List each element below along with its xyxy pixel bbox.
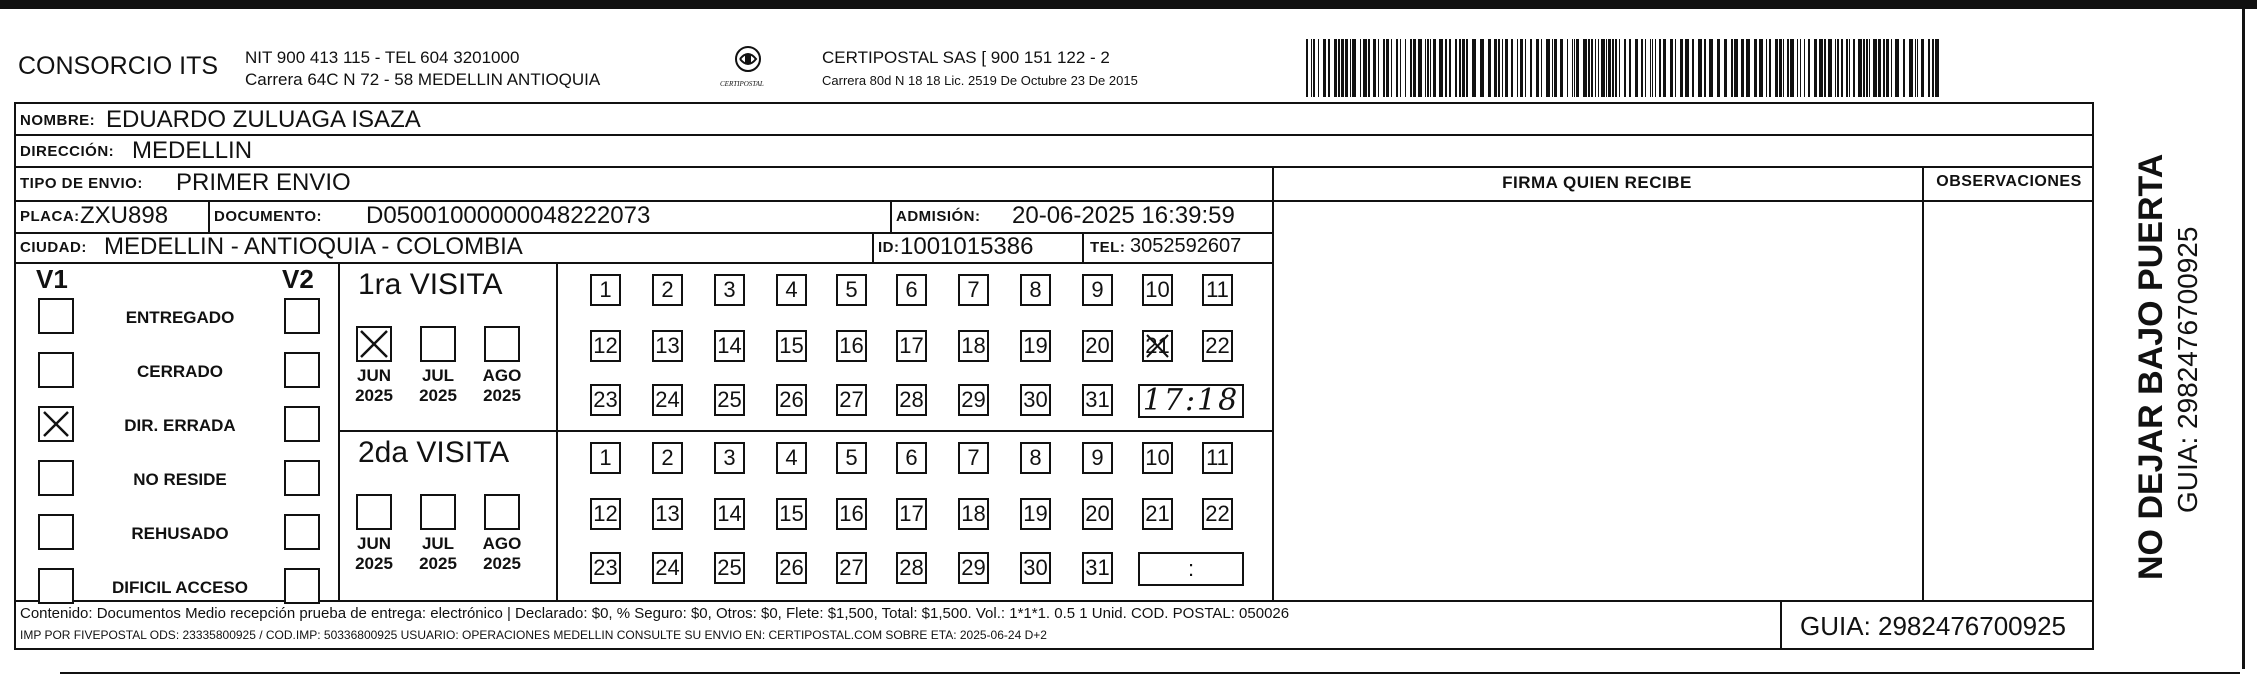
status-label: DIFICIL ACCESO [111,578,248,597]
month-label: AGO [482,534,522,553]
barcode-bar [1511,39,1513,97]
day-box[interactable]: 26 [776,384,807,416]
day-box[interactable]: 9 [1082,274,1113,306]
obs-label: OBSERVACIONES [1936,173,2082,190]
barcode-bar [1921,39,1924,97]
month-checkbox[interactable] [484,494,520,530]
day-box[interactable]: 12 [590,498,621,530]
visit-title: 1ra VISITA [358,268,503,301]
obs-area[interactable] [1926,204,2092,598]
barcode-bar [1886,39,1889,97]
barcode-bar [1368,39,1370,97]
row-divider-2 [14,166,2094,168]
day-box[interactable]: 11 [1202,274,1233,306]
day-box[interactable]: 20 [1082,498,1113,530]
barcode-bar [1323,39,1326,97]
barcode-bar [1692,39,1694,97]
day-box[interactable]: 15 [776,498,807,530]
certipostal-sub: Carrera 80d N 18 18 Lic. 2519 De Octubre 23 De 2015 [822,73,1138,88]
day-box[interactable]: 11 [1202,442,1233,474]
barcode-bar [1427,39,1429,97]
barcode-bar [1775,39,1778,97]
barcode-bar [1606,39,1607,97]
month-checkbox[interactable] [356,494,392,530]
barcode-bar [1895,39,1899,97]
status-v1-checkbox[interactable] [38,460,74,496]
year-label: 2025 [355,386,393,405]
barcode-bar [1685,39,1689,97]
time-box[interactable]: : [1138,552,1244,586]
barcode-bar [1828,39,1832,97]
barcode-bar [1698,39,1702,97]
day-box[interactable]: 10 [1142,274,1173,306]
year-label: 2025 [355,554,393,573]
barcode-bar [1400,39,1401,97]
barcode-bar [1754,39,1757,97]
year-label: 2025 [483,386,521,405]
day-box[interactable]: 13 [652,498,683,530]
id-divider [872,232,874,262]
day-box[interactable]: 12 [590,330,621,362]
barcode-bar [1853,39,1855,97]
barcode-bar [1391,39,1392,97]
id-value: 1001015386 [900,233,1034,260]
barcode-bar [1338,39,1340,97]
barcode-bar [1383,39,1385,97]
day-box[interactable]: 21 [1142,498,1173,530]
status-v1-checkbox[interactable] [38,406,74,442]
barcode-bar [1659,39,1661,97]
checked-x-icon [358,328,390,360]
footer-divider [14,600,2094,602]
barcode-bar [1360,39,1361,97]
month-checkbox[interactable] [356,326,392,362]
day-box[interactable]: 25 [714,552,745,584]
barcode-bar [1928,39,1930,97]
barcode-bar [1494,39,1497,97]
day-box[interactable]: 13 [652,330,683,362]
barcode-bar [1935,39,1939,97]
barcode-bar [1591,39,1593,97]
year-label: 2025 [483,554,521,573]
barcode-bar [1449,39,1451,97]
row-divider-5 [14,262,1274,264]
barcode-bar [1572,39,1573,97]
day-box[interactable] [1142,330,1173,362]
day-box[interactable]: 19 [1020,498,1051,530]
barcode-bar [1769,39,1771,97]
barcode-bar [1425,39,1426,97]
barcode-bar [1615,39,1617,97]
day-box[interactable]: 8 [1020,442,1051,474]
status-v1-checkbox[interactable] [38,568,74,604]
day-box[interactable]: 31 [1082,384,1113,416]
barcode-bar [1883,39,1885,97]
barcode-bar [1525,39,1526,97]
barcode-bar [1466,39,1468,97]
status-label: NO RESIDE [133,470,227,489]
barcode-bar [1418,39,1422,97]
tel-divider [1082,232,1084,262]
barcode-bar [1675,39,1676,97]
tel-value: 3052592607 [1130,235,1242,257]
day-box[interactable]: 28 [896,384,927,416]
time-box[interactable]: 17:18 [1138,384,1244,418]
side-guia: GUIA: 2982476700925 [2172,226,2203,513]
barcode-bar [1858,39,1862,97]
panel-header-line [1272,200,2094,202]
day-box[interactable]: 19 [1020,330,1051,362]
month-checkbox[interactable] [484,326,520,362]
admision-label: ADMISIÓN: [896,208,981,225]
barcode-bar [1306,39,1308,97]
barcode-bar [1608,39,1611,97]
barcode-bar [1790,39,1794,97]
footer-guia-divider [1780,600,1782,650]
day-box[interactable]: 23 [590,384,621,416]
placa-value: ZXU898 [80,202,169,229]
checked-x-icon [40,408,72,440]
barcode-bar [1583,39,1587,97]
day-box[interactable]: 1 [590,442,621,474]
barcode-bar [1624,39,1626,97]
barcode-bar [1808,39,1810,97]
day-box[interactable]: 25 [714,384,745,416]
status-v1-checkbox[interactable] [38,298,74,334]
barcode-bar [1932,39,1934,97]
status-v2-checkbox[interactable] [284,568,320,604]
barcode-bar [1410,39,1412,97]
direccion-value: MEDELLIN [132,137,253,164]
barcode-bar [1433,39,1436,97]
barcode-bar [1641,39,1643,97]
day-box[interactable]: 28 [896,552,927,584]
barcode-bar [1663,39,1666,97]
barcode-bar [1445,39,1447,97]
barcode-bar [1576,39,1579,97]
barcode-bar [1724,39,1727,97]
day-box[interactable]: 29 [958,384,989,416]
day-box[interactable]: 30 [1020,384,1051,416]
nombre-label: NOMBRE: [20,112,96,129]
day-box[interactable]: 26 [776,552,807,584]
barcode-bar [1841,39,1843,97]
barcode-bar [1386,39,1389,97]
barcode-bar [1878,39,1881,97]
day-box[interactable]: 5 [836,442,867,474]
barcode-bar [1328,39,1330,97]
day-number: 21 [1145,333,1170,358]
day-box[interactable]: 29 [958,552,989,584]
day-box[interactable]: 18 [958,498,989,530]
barcode-bar [1517,39,1518,97]
day-box[interactable]: 27 [836,384,867,416]
documento-label: DOCUMENTO: [214,208,323,225]
admision-value: 20-06-2025 16:39:59 [1012,202,1235,229]
visit-divider [338,430,1274,432]
barcode-bar [1655,39,1656,97]
barcode-bar [1814,39,1817,97]
barcode-bar [1915,39,1916,97]
obs-divider [1922,166,1924,600]
day-box[interactable]: 14 [714,498,745,530]
barcode-bar [1472,39,1476,97]
barcode-bar [1334,39,1337,97]
barcode-bar [1459,39,1461,97]
barcode-bar [1502,39,1503,97]
status-v2-checkbox[interactable] [284,352,320,388]
ciudad-value: MEDELLIN - ANTIOQUIA - COLOMBIA [104,233,523,260]
firma-area[interactable] [1276,204,1920,598]
barcode-bar [1350,39,1351,97]
barcode-bar [1598,39,1599,97]
top-border [0,0,2257,9]
day-box[interactable]: 31 [1082,552,1113,584]
month-label: JUL [421,366,455,385]
status-label: REHUSADO [131,524,229,543]
month-checkbox[interactable] [420,326,456,362]
barcode-bar [1783,39,1784,97]
barcode-bar [1552,39,1553,97]
v1-label: V1 [36,264,68,294]
barcode-bar [1520,39,1523,97]
day-box[interactable]: 10 [1142,442,1173,474]
status-v1-checkbox[interactable] [38,514,74,550]
barcode-bar [1505,39,1508,97]
placa-label: PLACA: [20,208,80,225]
day-box[interactable]: 4 [776,442,807,474]
day-box[interactable]: 24 [652,384,683,416]
documento-value: D05001000000048222073 [366,202,651,229]
status-label: ENTREGADO [125,308,235,327]
barcode-bar [1430,39,1431,97]
day-box[interactable]: 8 [1020,274,1051,306]
barcode-bar [1891,39,1892,97]
bottom-rule [60,672,2240,674]
month-label: JUN [356,534,391,553]
barcode-bar [1863,39,1865,97]
barcode-bar [1413,39,1416,97]
firma-label: FIRMA QUIEN RECIBE [1502,173,1692,192]
panel-divider [1272,166,1274,600]
barcode-bar [1318,39,1319,97]
status-v2-checkbox[interactable] [284,298,320,334]
barcode-bar [1779,39,1782,97]
barcode-bar [1574,39,1575,97]
certipostal-line: CERTIPOSTAL SAS [ 900 151 122 - 2 [822,48,1110,67]
company-name: CONSORCIO ITS [18,52,219,80]
day-box[interactable]: 5 [836,274,867,306]
barcode-bar [1741,39,1744,97]
month-label: JUN [356,366,391,385]
placa-divider [208,200,210,232]
barcode-bar [1313,39,1315,97]
status-label: CERRADO [137,362,223,381]
barcode-bar [1612,39,1614,97]
tel-label: TEL: [1090,239,1126,256]
barcode-bar [1498,39,1500,97]
barcode-bar [1873,39,1877,97]
barcode-bar [1530,39,1532,97]
barcode-bar [1670,39,1673,97]
barcode-bar [1541,39,1542,97]
barcode-bar [1439,39,1443,97]
barcode-bar [1488,39,1491,97]
barcode-bar [1797,39,1798,97]
day-box[interactable]: 6 [896,274,927,306]
month-label: AGO [482,366,522,385]
barcode-bar [1717,39,1720,97]
barcode-bar [1536,39,1539,97]
barcode-bar [1363,39,1367,97]
id-label: ID: [878,239,900,256]
barcode-bar [1787,39,1789,97]
status-label: DIR. ERRADA [124,416,236,435]
barcode-bar [1378,39,1379,97]
day-box[interactable]: 1 [590,274,621,306]
barcode-bar [1629,39,1631,97]
barcode-bar [1554,39,1557,97]
barcode-bar [1595,39,1596,97]
day-box[interactable]: 4 [776,274,807,306]
barcode-bar [1373,39,1376,97]
day-box[interactable]: 9 [1082,442,1113,474]
footer-line1: Contenido: Documentos Medio recepción prueba de entrega: electrónico | Declarado: $0, % Seguro: $0, Otros: $0, Flete: $1,500, Total: $1,500. Vol.: 1*1*1. 0.5 1 Unid. COD. POSTAL: 050026 [20,605,1290,622]
nombre-value: EDUARDO ZULUAGA ISAZA [106,106,421,133]
day-box[interactable]: 20 [1082,330,1113,362]
day-box[interactable]: 3 [714,274,745,306]
footer-line2: IMP POR FIVEPOSTAL ODS: 23335800925 / COD.IMP: 50336800925 USUARIO: OPERACIONES MEDELLIN CONSULTE SU ENVIO EN: CERTIPOSTAL.COM SOBRE ETA: 2025-06-24 D+2 [20,628,1047,642]
barcode-bar [1567,39,1568,97]
day-box[interactable]: 16 [836,330,867,362]
barcode-graphic [1306,39,1946,97]
address-line: Carrera 64C N 72 - 58 MEDELLIN ANTIOQUIA [245,70,601,89]
barcode-bar [1601,39,1605,97]
barcode-bar [1800,39,1801,97]
day-box[interactable]: 23 [590,552,621,584]
barcode-bar [1766,39,1767,97]
day-box[interactable]: 27 [836,552,867,584]
v2-label: V2 [282,264,314,294]
barcode-bar [1866,39,1868,97]
barcode [1306,39,1946,97]
barcode-bar [1734,39,1738,97]
barcode-bar [1341,39,1344,97]
day-box[interactable]: 30 [1020,552,1051,584]
barcode-bar [1746,39,1750,97]
right-edge [2242,9,2245,669]
barcode-bar [1837,39,1839,97]
day-box[interactable]: 2 [652,274,683,306]
barcode-bar [1546,39,1550,97]
day-box[interactable]: 15 [776,330,807,362]
admision-divider [890,200,892,232]
barcode-bar [1709,39,1713,97]
barcode-bar [1396,39,1398,97]
barcode-bar [1345,39,1348,97]
day-box[interactable]: 16 [836,498,867,530]
barcode-bar [1849,39,1850,97]
barcode-bar [1635,39,1638,97]
month-checkbox[interactable] [420,494,456,530]
row-divider-1 [14,134,2094,136]
barcode-bar [1903,39,1905,97]
footer-guia: GUIA: 2982476700925 [1800,611,2066,641]
day-box[interactable]: 17 [896,498,927,530]
barcode-bar [1759,39,1763,97]
status-v2-checkbox[interactable] [284,514,320,550]
day-box[interactable]: 24 [652,552,683,584]
day-box[interactable]: 17 [896,330,927,362]
month-label: JUL [421,534,455,553]
day-box[interactable]: 7 [958,274,989,306]
barcode-bar [1704,39,1706,97]
barcode-bar [1804,39,1805,97]
logo-caption: CERTIPOSTAL [720,80,764,88]
barcode-bar [1846,39,1848,97]
day-box[interactable]: 2 [652,442,683,474]
barcode-bar [1455,39,1457,97]
status-v2-checkbox[interactable] [284,406,320,442]
barcode-bar [1824,39,1826,97]
day-box[interactable]: 14 [714,330,745,362]
side-warning: NO DEJAR BAJO PUERTA [2132,153,2170,580]
barcode-bar [1311,39,1312,97]
visit-title: 2da VISITA [358,436,510,469]
day-box[interactable]: 22 [1202,498,1233,530]
barcode-bar [1588,39,1590,97]
barcode-bar [1652,39,1653,97]
barcode-bar [1835,39,1836,97]
year-label: 2025 [419,386,457,405]
barcode-bar [1480,39,1484,97]
day-box[interactable]: 18 [958,330,989,362]
barcode-bar [1869,39,1870,97]
day-box[interactable]: 3 [714,442,745,474]
year-label: 2025 [419,554,457,573]
barcode-bar [1405,39,1406,97]
barcode-bar [1645,39,1646,97]
barcode-bar [1352,39,1356,97]
barcode-bar [1619,39,1620,97]
tipo-label: TIPO DE ENVIO: [20,175,143,192]
nit-line: NIT 900 413 115 - TEL 604 3201000 [245,48,520,67]
status-v2-checkbox[interactable] [284,460,320,496]
barcode-bar [1909,39,1913,97]
tipo-value: PRIMER ENVIO [176,169,351,196]
barcode-bar [1680,39,1683,97]
barcode-bar [1819,39,1823,97]
barcode-bar [1650,39,1651,97]
day-box[interactable]: 22 [1202,330,1233,362]
barcode-bar [1560,39,1563,97]
day-box[interactable]: 6 [896,442,927,474]
direccion-label: DIRECCIÓN: [20,143,115,160]
barcode-bar [1917,39,1918,97]
barcode-bar [1462,39,1465,97]
barcode-bar [1731,39,1733,97]
ciudad-label: CIUDAD: [20,239,87,256]
status-v1-checkbox[interactable] [38,352,74,388]
day-box[interactable]: 7 [958,442,989,474]
